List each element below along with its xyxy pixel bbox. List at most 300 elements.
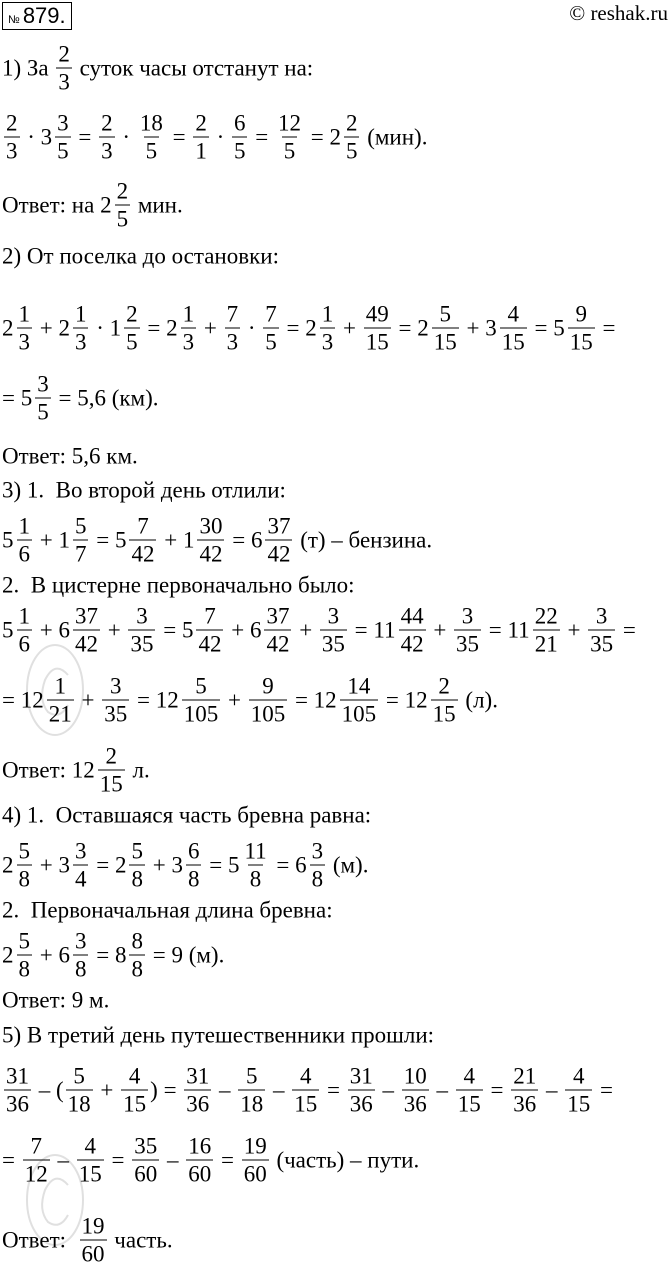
fraction xyxy=(130,1135,161,1186)
denominator: 3 xyxy=(321,329,334,355)
fraction-part xyxy=(232,112,248,163)
fraction xyxy=(78,1215,109,1266)
fraction-part xyxy=(402,1065,429,1116)
text-segment: 2) От поселка до остановки: xyxy=(2,243,279,269)
text-segment: л. xyxy=(126,757,150,783)
numerator: 37 xyxy=(74,603,98,629)
mixed-number xyxy=(100,180,132,231)
denominator: 5 xyxy=(116,206,129,232)
whole-part: 8 xyxy=(114,942,127,968)
fraction-part xyxy=(533,605,560,656)
denominator: 60 xyxy=(134,1161,158,1187)
denominator: 18 xyxy=(67,1091,91,1117)
numerator: 7 xyxy=(265,301,277,327)
mixed-number xyxy=(171,840,203,891)
whole-part: 2 xyxy=(329,124,341,150)
mixed-number xyxy=(314,675,381,726)
fraction xyxy=(223,303,243,354)
mixed-number xyxy=(58,840,90,891)
text-segment: + xyxy=(293,617,318,643)
text-segment: = 9 (м). xyxy=(146,942,225,968)
fraction-part xyxy=(35,373,51,424)
denominator: 8 xyxy=(18,866,30,892)
denominator: 15 xyxy=(365,329,389,355)
denominator: 36 xyxy=(513,1091,537,1117)
numerator: 4 xyxy=(84,1133,96,1159)
whole-part: 3 xyxy=(171,852,183,878)
denominator: 36 xyxy=(186,1091,210,1117)
mixed-number xyxy=(2,303,34,354)
text-segment: + xyxy=(34,527,59,553)
solution-line xyxy=(2,373,159,424)
text-segment: (часть) – пути. xyxy=(270,1147,420,1173)
mixed-number xyxy=(329,112,361,163)
text-segment: = xyxy=(483,617,508,643)
text-segment: (л). xyxy=(459,687,498,713)
denominator: 15 xyxy=(501,329,525,355)
whole-part: 12 xyxy=(20,687,44,713)
text-segment: Ответ: xyxy=(2,1227,78,1253)
mixed-number xyxy=(41,112,73,163)
numerator: 5 xyxy=(131,838,143,864)
denominator: 60 xyxy=(81,1241,105,1267)
fraction-part xyxy=(242,840,268,891)
fraction xyxy=(318,605,349,656)
denominator: 15 xyxy=(99,771,123,797)
text-segment: = xyxy=(2,1147,21,1173)
fraction-part xyxy=(264,605,291,656)
fraction-part xyxy=(73,605,100,656)
text-segment: мин. xyxy=(132,192,183,218)
fraction-part xyxy=(225,303,241,354)
whole-part: 2 xyxy=(417,315,429,341)
text-segment: + xyxy=(561,617,587,643)
denominator: 8 xyxy=(131,956,143,982)
fraction-part xyxy=(238,1065,265,1116)
mixed-number xyxy=(110,303,142,354)
text-segment: Ответ: на xyxy=(2,192,101,218)
fraction xyxy=(230,112,250,163)
text-segment: = xyxy=(2,687,21,713)
numerator: 14 xyxy=(347,673,371,699)
fraction-part xyxy=(431,675,458,726)
fraction-part xyxy=(17,303,33,354)
mixed-number xyxy=(553,303,597,354)
text-segment: 3) 1. Во второй день отлили: xyxy=(2,477,286,503)
mixed-number xyxy=(373,605,427,656)
whole-part: 5 xyxy=(114,527,127,553)
numerator: 1 xyxy=(321,301,334,327)
mixed-number xyxy=(72,745,127,796)
text-segment: Ответ: xyxy=(2,757,72,783)
whole-part: 2 xyxy=(114,852,127,878)
text-segment: = 5,6 (км). xyxy=(52,385,159,411)
fraction-part xyxy=(47,675,74,726)
text-segment: + xyxy=(198,315,223,341)
fraction-part xyxy=(399,605,426,656)
text-segment: + xyxy=(427,617,453,643)
fraction xyxy=(191,112,211,163)
numerator: 44 xyxy=(400,603,424,629)
fraction-part xyxy=(124,303,140,354)
fraction-part xyxy=(66,1065,93,1116)
mixed-number xyxy=(21,373,53,424)
fraction-part xyxy=(23,1135,50,1186)
whole-part: 1 xyxy=(182,527,195,553)
denominator: 15 xyxy=(433,329,457,355)
text-segment: · xyxy=(242,315,262,341)
mixed-number xyxy=(115,515,159,566)
fraction xyxy=(182,1065,213,1116)
denominator: 35 xyxy=(130,631,154,657)
numerator: 5 xyxy=(439,301,451,327)
numerator: 6 xyxy=(233,110,246,136)
fraction-part xyxy=(128,605,155,656)
fraction xyxy=(184,1135,215,1186)
text-segment: – xyxy=(213,1077,237,1103)
whole-part: 6 xyxy=(249,617,262,643)
text-segment: + xyxy=(34,617,59,643)
denominator: 15 xyxy=(432,701,456,727)
fraction-part xyxy=(121,1065,148,1116)
numerator: 10 xyxy=(403,1063,427,1089)
numerator: 1 xyxy=(18,513,30,539)
denominator: 3 xyxy=(58,69,70,95)
denominator: 8 xyxy=(187,866,200,892)
text-segment: = xyxy=(280,315,306,341)
fraction-part xyxy=(181,303,197,354)
mixed-number xyxy=(250,605,294,656)
denominator: 42 xyxy=(199,541,223,567)
text-segment: = xyxy=(321,1077,346,1103)
text-segment: + xyxy=(146,852,172,878)
problem-number-value: 879. xyxy=(22,3,66,28)
mixed-number xyxy=(156,675,223,726)
fraction-part xyxy=(292,1065,319,1116)
denominator: 6 xyxy=(18,631,30,657)
whole-part: 6 xyxy=(250,527,263,553)
mixed-number xyxy=(305,303,337,354)
whole-part: 3 xyxy=(40,124,53,150)
numerator: 35 xyxy=(134,1133,158,1159)
text-segment: = xyxy=(203,852,228,878)
mixed-number xyxy=(251,515,295,566)
numerator: 2 xyxy=(105,743,118,769)
numerator: 4 xyxy=(573,1063,585,1089)
fraction-part xyxy=(129,930,145,981)
text-segment: Ответ: 9 м. xyxy=(2,987,110,1013)
mixed-number xyxy=(58,605,102,656)
text-segment: = xyxy=(380,687,405,713)
text-segment: + xyxy=(337,315,362,341)
solution-line xyxy=(2,897,333,922)
numerator: 2 xyxy=(126,301,138,327)
text-segment: (т) – бензина. xyxy=(294,527,433,553)
fraction-part xyxy=(77,1135,104,1186)
numerator: 5 xyxy=(195,673,207,699)
mixed-number xyxy=(182,605,226,656)
whole-part: 2 xyxy=(305,315,317,341)
numerator: 5 xyxy=(74,513,87,539)
whole-part: 3 xyxy=(485,315,497,341)
numerator: 3 xyxy=(57,110,69,136)
mixed-number xyxy=(58,930,90,981)
fraction-part xyxy=(242,1135,269,1186)
whole-part: 5 xyxy=(20,385,33,411)
numerator: 37 xyxy=(266,603,290,629)
whole-part: 11 xyxy=(373,617,396,643)
numerator: 1 xyxy=(18,603,30,629)
text-segment: = xyxy=(215,1147,240,1173)
numerator: 2 xyxy=(438,673,450,699)
fraction-part xyxy=(73,515,89,566)
fraction-part xyxy=(432,303,459,354)
mixed-number xyxy=(2,930,34,981)
mixed-number xyxy=(295,840,327,891)
text-segment: = xyxy=(72,124,98,150)
denominator: 35 xyxy=(321,631,345,657)
fraction-part xyxy=(17,840,33,891)
denominator: 8 xyxy=(249,866,262,892)
denominator: 5 xyxy=(265,329,277,355)
text-segment: = xyxy=(392,315,418,341)
solution-line xyxy=(2,1022,434,1047)
fraction-part xyxy=(511,1065,538,1116)
fraction-part xyxy=(340,675,379,726)
numerator: 4 xyxy=(300,1063,312,1089)
solution-line xyxy=(2,1215,173,1266)
text-segment: – xyxy=(376,1077,400,1103)
fraction-part xyxy=(193,112,209,163)
text-segment: = xyxy=(90,852,115,878)
fraction xyxy=(2,112,22,163)
denominator: 35 xyxy=(590,631,614,657)
denominator: 3 xyxy=(182,329,195,355)
denominator: 105 xyxy=(341,701,377,727)
fraction xyxy=(97,112,117,163)
fraction xyxy=(21,1135,52,1186)
denominator: 42 xyxy=(266,631,290,657)
text-segment: · xyxy=(21,124,41,150)
mixed-number xyxy=(508,605,562,656)
denominator: 5 xyxy=(233,138,246,164)
mixed-number xyxy=(2,840,34,891)
text-segment: = xyxy=(2,385,21,411)
numerator: 18 xyxy=(139,110,163,136)
solution-line xyxy=(2,112,427,163)
denominator: 8 xyxy=(311,866,324,892)
whole-part: 5 xyxy=(227,852,240,878)
solution-line xyxy=(2,515,432,566)
solution-line xyxy=(2,745,150,796)
text-segment: 4) 1. Оставшаяся часть бревна равна: xyxy=(2,802,372,828)
fraction xyxy=(509,1065,540,1116)
denominator: 18 xyxy=(240,1091,264,1117)
text-segment: = xyxy=(105,1147,131,1173)
denominator: 3 xyxy=(74,329,87,355)
text-segment: = xyxy=(348,617,374,643)
fraction-part xyxy=(265,515,292,566)
fraction-part xyxy=(73,840,89,891)
numerator: 7 xyxy=(204,603,216,629)
text-segment: = xyxy=(617,617,636,643)
fraction-part xyxy=(454,605,481,656)
text-segment: + xyxy=(225,617,250,643)
fraction-part xyxy=(98,745,125,796)
fraction-part xyxy=(99,112,115,163)
numerator: 3 xyxy=(327,603,340,629)
fraction-part xyxy=(80,1215,107,1266)
fraction xyxy=(54,43,74,94)
denominator: 42 xyxy=(74,631,98,657)
numerator: 3 xyxy=(595,603,608,629)
denominator: 105 xyxy=(183,701,219,727)
fraction-part xyxy=(348,1065,375,1116)
text-segment: 2. В цистерне первоначально было: xyxy=(2,572,355,598)
denominator: 42 xyxy=(267,541,291,567)
whole-part: 5 xyxy=(2,617,14,643)
numerator: 2 xyxy=(195,110,207,136)
denominator: 5 xyxy=(145,138,158,164)
numerator: 5 xyxy=(73,1063,85,1089)
text-segment: – xyxy=(51,1147,75,1173)
fraction xyxy=(274,112,305,163)
solution-line xyxy=(2,802,371,827)
numerator: 37 xyxy=(267,513,291,539)
numerator: 4 xyxy=(128,1063,141,1089)
text-segment: 1) За xyxy=(2,55,55,81)
denominator: 12 xyxy=(24,1161,48,1187)
whole-part: 2 xyxy=(2,852,14,878)
numerator: 30 xyxy=(199,513,223,539)
fraction-part xyxy=(588,605,615,656)
denominator: 42 xyxy=(198,631,222,657)
solution-line xyxy=(2,1135,419,1186)
mixed-number xyxy=(405,675,460,726)
denominator: 36 xyxy=(349,1091,373,1117)
text-segment: · xyxy=(90,315,110,341)
denominator: 15 xyxy=(78,1161,102,1187)
text-segment: – xyxy=(161,1147,185,1173)
numerator: 7 xyxy=(226,301,239,327)
denominator: 21 xyxy=(48,701,72,727)
text-segment: 5) В третий день путешественники прошли: xyxy=(2,1022,435,1048)
solution-line xyxy=(2,303,615,354)
fraction-part xyxy=(310,840,326,891)
text-segment: + xyxy=(101,617,127,643)
text-segment: = xyxy=(594,1077,613,1103)
denominator: 3 xyxy=(226,329,239,355)
fraction xyxy=(362,303,393,354)
denominator: 15 xyxy=(294,1091,318,1117)
fraction xyxy=(454,1065,485,1116)
text-segment: = xyxy=(157,617,182,643)
problem-number xyxy=(2,2,72,30)
denominator: 5 xyxy=(37,399,49,425)
denominator: 36 xyxy=(403,1091,427,1117)
mixed-number xyxy=(2,605,34,656)
numerator: 19 xyxy=(81,1213,105,1239)
numerator: 1 xyxy=(74,301,87,327)
text-segment: = xyxy=(528,315,554,341)
fraction xyxy=(240,1135,271,1186)
whole-part: 12 xyxy=(404,687,428,713)
text-segment: = xyxy=(270,852,296,878)
mixed-number xyxy=(115,930,147,981)
fraction-part xyxy=(320,605,347,656)
numerator: 6 xyxy=(187,838,200,864)
number-sign: № xyxy=(8,14,20,26)
denominator: 15 xyxy=(457,1091,481,1117)
text-segment: (мин). xyxy=(361,124,428,150)
fraction xyxy=(119,1065,150,1116)
numerator: 3 xyxy=(74,928,87,954)
numerator: 3 xyxy=(37,371,49,397)
fraction xyxy=(126,605,157,656)
fraction xyxy=(290,1065,321,1116)
numerator: 2 xyxy=(6,110,18,136)
whole-part: 12 xyxy=(313,687,337,713)
fraction-part xyxy=(17,515,33,566)
mixed-number xyxy=(183,515,227,566)
solution-line xyxy=(2,930,224,981)
fraction xyxy=(452,605,483,656)
numerator: 3 xyxy=(461,603,474,629)
text-segment: – ( xyxy=(33,1077,64,1103)
numerator: 7 xyxy=(30,1133,42,1159)
fraction-part xyxy=(568,303,595,354)
text-segment: + xyxy=(34,315,59,341)
text-segment: = xyxy=(90,942,115,968)
fraction xyxy=(586,605,617,656)
fraction-part xyxy=(196,605,223,656)
denominator: 5 xyxy=(57,138,69,164)
denominator: 8 xyxy=(18,956,30,982)
whole-part: 5 xyxy=(181,617,194,643)
numerator: 2 xyxy=(58,41,70,67)
text-segment: + xyxy=(460,315,486,341)
numerator: 1 xyxy=(182,301,195,327)
numerator: 49 xyxy=(365,301,389,327)
fraction xyxy=(236,1065,267,1116)
text-segment: + xyxy=(222,687,247,713)
whole-part: 11 xyxy=(507,617,530,643)
denominator: 3 xyxy=(101,138,113,164)
denominator: 8 xyxy=(131,866,143,892)
text-segment: часть. xyxy=(108,1227,173,1253)
numerator: 3 xyxy=(74,838,87,864)
numerator: 16 xyxy=(188,1133,212,1159)
denominator: 5 xyxy=(283,138,296,164)
numerator: 9 xyxy=(575,301,587,327)
solution-line xyxy=(2,605,636,656)
whole-part: 5 xyxy=(553,315,565,341)
fraction xyxy=(247,675,290,726)
numerator: 2 xyxy=(116,178,129,204)
text-segment: – xyxy=(540,1077,564,1103)
text-segment: = xyxy=(249,124,274,150)
solution-line xyxy=(2,477,286,502)
numerator: 7 xyxy=(137,513,149,539)
fraction-part xyxy=(102,675,129,726)
solution-line xyxy=(2,675,498,726)
numerator: 31 xyxy=(6,1063,29,1089)
numerator: 3 xyxy=(311,838,324,864)
fraction xyxy=(346,1065,377,1116)
fraction-part xyxy=(17,930,33,981)
text-segment: 2. Первоначальная длина бревна: xyxy=(2,897,333,923)
fraction xyxy=(75,1135,106,1186)
